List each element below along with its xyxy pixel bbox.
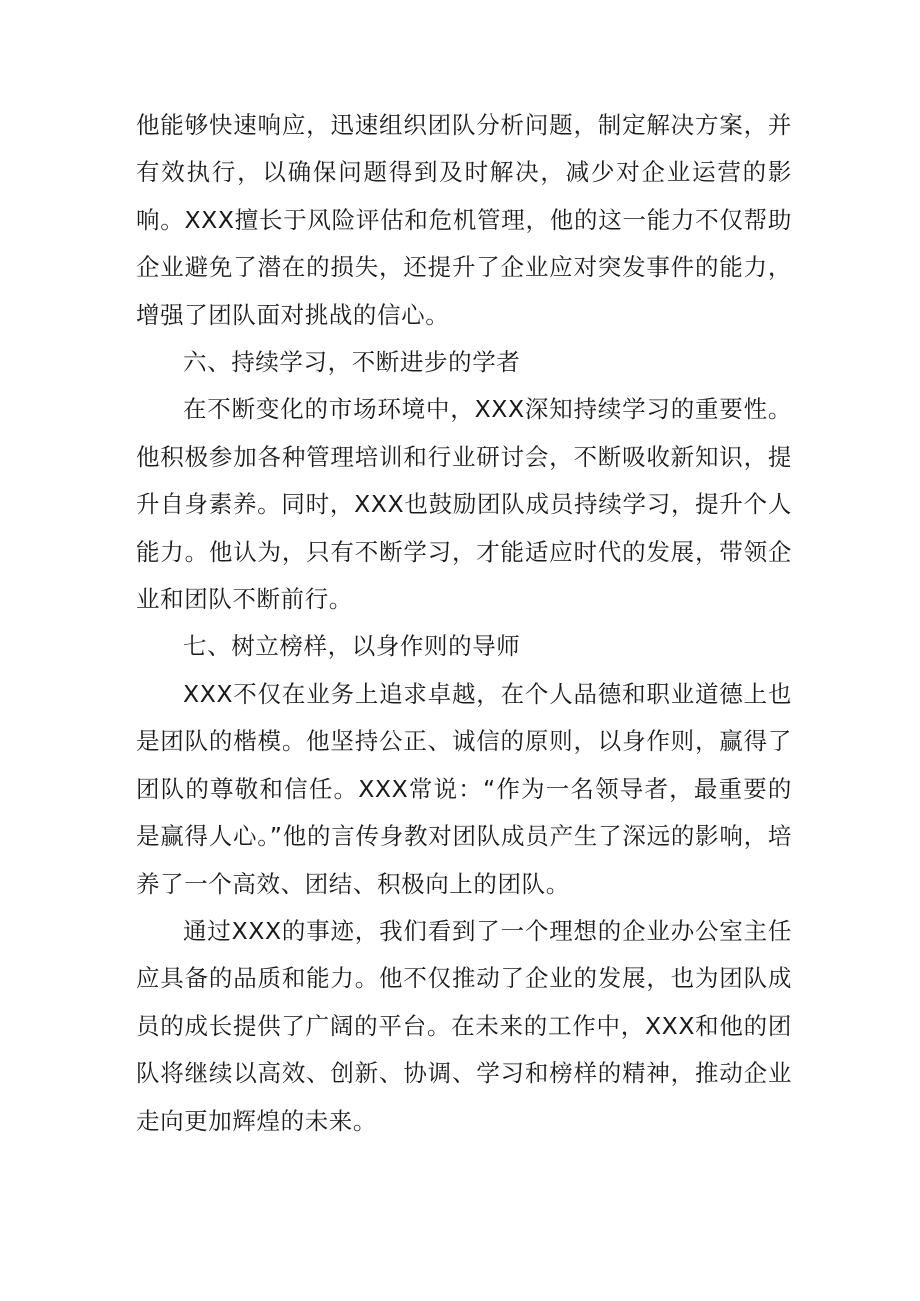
paragraph-role-model: XXX不仅在业务上追求卓越，在个人品德和职业道德上也是团队的楷模。他坚持公正、诚信的原则，以身作则，赢得了团队的尊敬和信任。XXX常说：“作为一名领导者，最重要的是赢得人心。”他的言传身教对团队成员产生了深远的影响，培养了一个高效、团结、积极向上的团队。 [136,679,792,898]
paragraph-crisis-management: 他能够快速响应，迅速组织团队分析问题，制定解决方案，并有效执行，以确保问题得到及时解决，减少对企业运营的影响。XXX擅长于风险评估和危机管理，他的这一能力不仅帮助企业避免了潜在的损失，还提升了企业应对突发事件的能力，增强了团队面对挑战的信心。 [136,111,792,329]
paragraph-continuous-learning: 在不断变化的市场环境中，XXX深知持续学习的重要性。他积极参加各种管理培训和行业研讨会，不断吸收新知识，提升自身素养。同时，XXX也鼓励团队成员持续学习，提升个人能力。他认为，只有不断学习，才能适应时代的发展，带领企业和团队不断前行。 [136,395,792,614]
section-heading-six: 六、持续学习，不断进步的学者 [183,348,521,377]
document-body [136,102,792,1145]
section-heading-seven: 七、树立榜样，以身作则的导师 [183,632,521,661]
paragraph-conclusion: 通过XXX的事迹，我们看到了一个理想的企业办公室主任应具备的品质和能力。他不仅推动了企业的发展，也为团队成员的成长提供了广阔的平台。在未来的工作中，XXX和他的团队将继续以高效、创新、协调、学习和榜样的精神，推动企业走向更加辉煌的未来。 [136,916,792,1135]
